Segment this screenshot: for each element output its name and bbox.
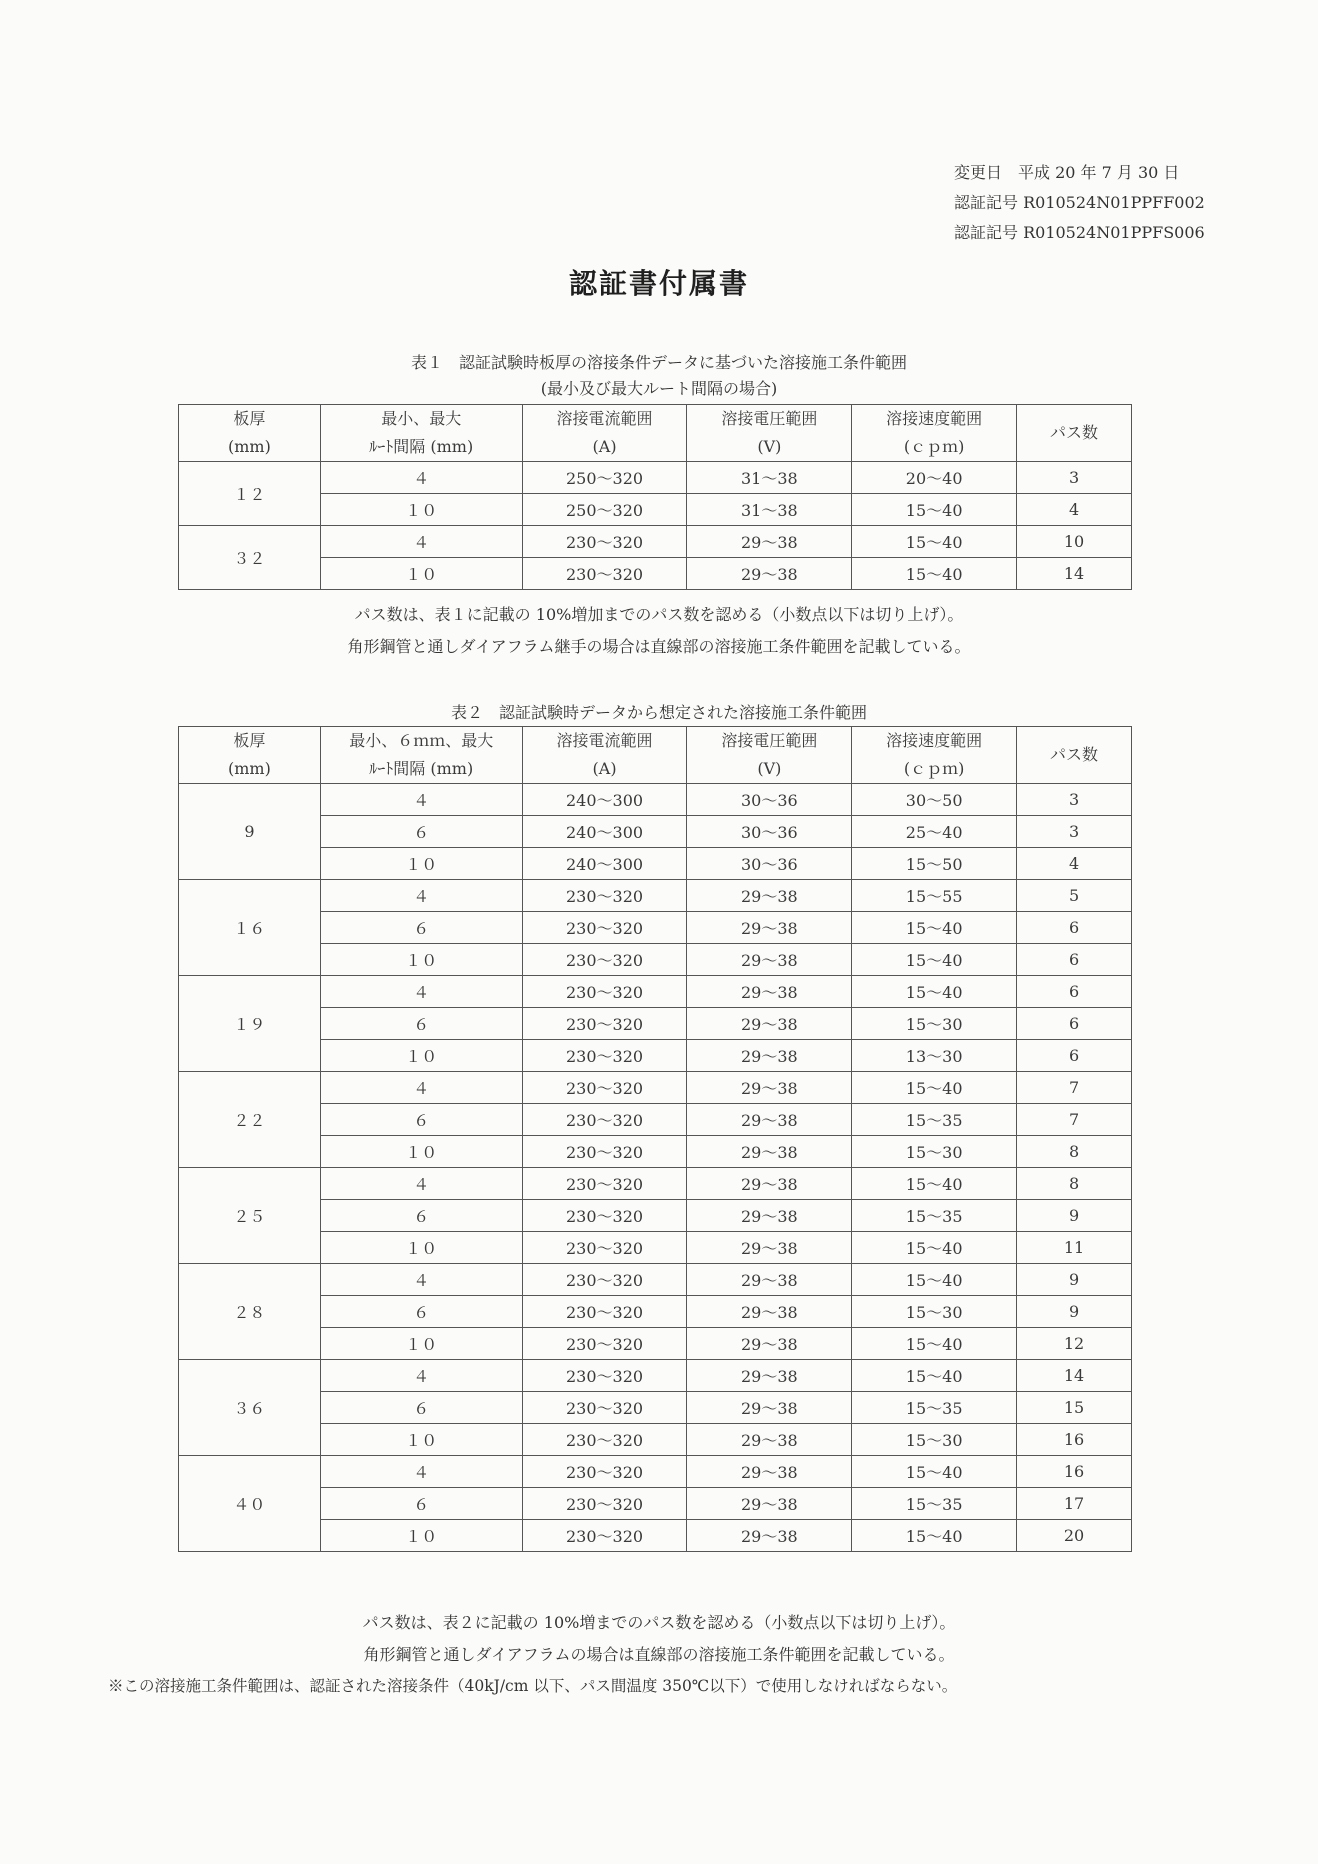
current-cell: 240～300 xyxy=(522,816,687,848)
current-cell: 230～320 xyxy=(522,1360,687,1392)
table-row xyxy=(179,1328,1132,1360)
speed-cell: 15～40 xyxy=(852,976,1017,1008)
table-row xyxy=(179,1520,1132,1552)
thickness-cell: ３６ xyxy=(179,1360,321,1456)
header-root-gap: 最小、６ｍｍ、最大 ﾙｰﾄ間隔 (mm) xyxy=(320,727,522,784)
speed-cell: 15～40 xyxy=(852,1264,1017,1296)
current-cell: 250～320 xyxy=(522,494,687,526)
voltage-cell: 30～36 xyxy=(687,848,852,880)
voltage-cell: 29～38 xyxy=(687,526,852,558)
speed-cell: 15～40 xyxy=(852,944,1017,976)
gap-cell: ６ xyxy=(320,1296,522,1328)
thickness-cell: ２８ xyxy=(179,1264,321,1360)
speed-cell: 13～30 xyxy=(852,1040,1017,1072)
gap-cell: １０ xyxy=(320,1232,522,1264)
gap-cell: ４ xyxy=(320,1456,522,1488)
speed-cell: 15～35 xyxy=(852,1200,1017,1232)
gap-cell: １０ xyxy=(320,1520,522,1552)
gap-cell: ４ xyxy=(320,462,522,494)
table-row xyxy=(179,880,1132,912)
voltage-cell: 29～38 xyxy=(687,1136,852,1168)
header-passes: パス数 xyxy=(1017,727,1132,784)
passes-cell: 6 xyxy=(1017,1040,1132,1072)
voltage-cell: 29～38 xyxy=(687,1456,852,1488)
table-row xyxy=(179,976,1132,1008)
current-cell: 230～320 xyxy=(522,1232,687,1264)
voltage-cell: 29～38 xyxy=(687,1392,852,1424)
gap-cell: ６ xyxy=(320,816,522,848)
passes-cell: 4 xyxy=(1017,494,1132,526)
table-row xyxy=(179,1296,1132,1328)
table2-note: パス数は、表２に記載の 10%増までのパス数を認める（小数点以下は切り上げ）。 xyxy=(362,1613,956,1632)
speed-cell: 15～35 xyxy=(852,1104,1017,1136)
voltage-cell: 29～38 xyxy=(687,1200,852,1232)
table-row xyxy=(179,1360,1132,1392)
current-cell: 230～320 xyxy=(522,1264,687,1296)
voltage-cell: 29～38 xyxy=(687,880,852,912)
gap-cell: ６ xyxy=(320,1488,522,1520)
passes-cell: 15 xyxy=(1017,1392,1132,1424)
speed-cell: 15～30 xyxy=(852,1008,1017,1040)
passes-cell: 11 xyxy=(1017,1232,1132,1264)
thickness-cell: 9 xyxy=(179,784,321,880)
current-cell: 230～320 xyxy=(522,1296,687,1328)
voltage-cell: 31～38 xyxy=(687,494,852,526)
table-row xyxy=(179,1456,1132,1488)
passes-cell: 7 xyxy=(1017,1072,1132,1104)
passes-cell: 6 xyxy=(1017,912,1132,944)
voltage-cell: 30～36 xyxy=(687,784,852,816)
table2-caption: 表２ 認証試験時データから想定された溶接施工条件範囲 xyxy=(450,703,867,722)
gap-cell: ６ xyxy=(320,1008,522,1040)
speed-cell: 30～50 xyxy=(852,784,1017,816)
table-row xyxy=(179,1008,1132,1040)
passes-cell: 14 xyxy=(1017,558,1132,590)
passes-cell: 17 xyxy=(1017,1488,1132,1520)
voltage-cell: 29～38 xyxy=(687,558,852,590)
passes-cell: 14 xyxy=(1017,1360,1132,1392)
current-cell: 230～320 xyxy=(522,1136,687,1168)
current-cell: 230～320 xyxy=(522,880,687,912)
table-row xyxy=(179,526,1132,558)
voltage-cell: 30～36 xyxy=(687,816,852,848)
speed-cell: 15～40 xyxy=(852,1360,1017,1392)
speed-cell: 15～40 xyxy=(852,1456,1017,1488)
table2-body xyxy=(179,784,1132,1552)
passes-cell: 3 xyxy=(1017,816,1132,848)
header-speed: 溶接速度範囲 (ｃｐｍ) xyxy=(852,727,1017,784)
thickness-cell: １６ xyxy=(179,880,321,976)
speed-cell: 15～30 xyxy=(852,1136,1017,1168)
speed-cell: 15～30 xyxy=(852,1296,1017,1328)
gap-cell: ４ xyxy=(320,526,522,558)
passes-cell: 6 xyxy=(1017,1008,1132,1040)
table1-body xyxy=(179,462,1132,590)
table-row xyxy=(179,816,1132,848)
table1-note: パス数は、表１に記載の 10%増加までのパス数を認める（小数点以下は切り上げ）。 xyxy=(354,605,964,624)
thickness-cell: ３２ xyxy=(179,526,321,590)
voltage-cell: 29～38 xyxy=(687,1072,852,1104)
current-cell: 230～320 xyxy=(522,1488,687,1520)
current-cell: 230～320 xyxy=(522,1424,687,1456)
voltage-cell: 29～38 xyxy=(687,1488,852,1520)
table-row xyxy=(179,1072,1132,1104)
thickness-cell: ４０ xyxy=(179,1456,321,1552)
table-row xyxy=(179,912,1132,944)
voltage-cell: 29～38 xyxy=(687,1328,852,1360)
gap-cell: １０ xyxy=(320,1040,522,1072)
speed-cell: 25～40 xyxy=(852,816,1017,848)
current-cell: 230～320 xyxy=(522,1040,687,1072)
gap-cell: １０ xyxy=(320,1136,522,1168)
table-row xyxy=(179,1040,1132,1072)
voltage-cell: 29～38 xyxy=(687,1232,852,1264)
passes-cell: 8 xyxy=(1017,1136,1132,1168)
voltage-cell: 29～38 xyxy=(687,976,852,1008)
voltage-cell: 29～38 xyxy=(687,1168,852,1200)
current-cell: 230～320 xyxy=(522,1200,687,1232)
passes-cell: 3 xyxy=(1017,784,1132,816)
table1-caption: 表１ 認証試験時板厚の溶接条件データに基づいた溶接施工条件範囲 xyxy=(410,353,907,372)
passes-cell: 20 xyxy=(1017,1520,1132,1552)
current-cell: 230～320 xyxy=(522,944,687,976)
speed-cell: 15～40 xyxy=(852,912,1017,944)
voltage-cell: 29～38 xyxy=(687,1040,852,1072)
gap-cell: ４ xyxy=(320,784,522,816)
gap-cell: ６ xyxy=(320,1392,522,1424)
voltage-cell: 29～38 xyxy=(687,912,852,944)
voltage-cell: 31～38 xyxy=(687,462,852,494)
header-speed: 溶接速度範囲 (ｃｐｍ) xyxy=(852,405,1017,462)
table-row xyxy=(179,1232,1132,1264)
voltage-cell: 29～38 xyxy=(687,1296,852,1328)
current-cell: 230～320 xyxy=(522,1104,687,1136)
current-cell: 250～320 xyxy=(522,462,687,494)
current-cell: 230～320 xyxy=(522,912,687,944)
gap-cell: １０ xyxy=(320,494,522,526)
table-row xyxy=(179,1488,1132,1520)
voltage-cell: 29～38 xyxy=(687,1008,852,1040)
passes-cell: 9 xyxy=(1017,1264,1132,1296)
thickness-cell: １２ xyxy=(179,462,321,526)
passes-cell: 5 xyxy=(1017,880,1132,912)
current-cell: 230～320 xyxy=(522,526,687,558)
table-row xyxy=(179,784,1132,816)
gap-cell: ４ xyxy=(320,1072,522,1104)
thickness-cell: ２２ xyxy=(179,1072,321,1168)
current-cell: 230～320 xyxy=(522,1168,687,1200)
header-thickness: 板厚 (mm) xyxy=(179,405,321,462)
table-row xyxy=(179,1136,1132,1168)
speed-cell: 15～30 xyxy=(852,1424,1017,1456)
thickness-cell: ２５ xyxy=(179,1168,321,1264)
header-current: 溶接電流範囲 (A) xyxy=(522,405,687,462)
speed-cell: 15～40 xyxy=(852,558,1017,590)
table-row xyxy=(179,1424,1132,1456)
table-row xyxy=(179,1392,1132,1424)
speed-cell: 15～35 xyxy=(852,1488,1017,1520)
speed-cell: 15～40 xyxy=(852,494,1017,526)
table-row xyxy=(179,944,1132,976)
gap-cell: ４ xyxy=(320,880,522,912)
gap-cell: ６ xyxy=(320,912,522,944)
gap-cell: １０ xyxy=(320,1328,522,1360)
usage-footnote: ※この溶接施工条件範囲は、認証された溶接条件（40kJ/cm 以下、パス間温度 350℃以下）で使用しなければならない。 xyxy=(108,1677,958,1695)
speed-cell: 15～50 xyxy=(852,848,1017,880)
speed-cell: 15～40 xyxy=(852,1168,1017,1200)
passes-cell: 4 xyxy=(1017,848,1132,880)
passes-cell: 3 xyxy=(1017,462,1132,494)
gap-cell: １０ xyxy=(320,558,522,590)
table2-note: 角形鋼管と通しダイアフラムの場合は直線部の溶接施工条件範囲を記載している。 xyxy=(363,1645,955,1664)
passes-cell: 9 xyxy=(1017,1200,1132,1232)
speed-cell: 15～40 xyxy=(852,1232,1017,1264)
gap-cell: ４ xyxy=(320,1168,522,1200)
speed-cell: 15～35 xyxy=(852,1392,1017,1424)
speed-cell: 15～40 xyxy=(852,526,1017,558)
gap-cell: ６ xyxy=(320,1200,522,1232)
gap-cell: １０ xyxy=(320,1424,522,1456)
voltage-cell: 29～38 xyxy=(687,1264,852,1296)
gap-cell: ４ xyxy=(320,1360,522,1392)
current-cell: 230～320 xyxy=(522,1072,687,1104)
voltage-cell: 29～38 xyxy=(687,1104,852,1136)
header-voltage: 溶接電圧範囲 (V) xyxy=(687,727,852,784)
current-cell: 240～300 xyxy=(522,848,687,880)
table-row xyxy=(179,462,1132,494)
passes-cell: 7 xyxy=(1017,1104,1132,1136)
speed-cell: 15～40 xyxy=(852,1328,1017,1360)
passes-cell: 16 xyxy=(1017,1456,1132,1488)
table-row xyxy=(179,1200,1132,1232)
table-row xyxy=(179,558,1132,590)
header-current: 溶接電流範囲 (A) xyxy=(522,727,687,784)
table-header-row xyxy=(179,405,1132,462)
current-cell: 230～320 xyxy=(522,976,687,1008)
header-passes: パス数 xyxy=(1017,405,1132,462)
voltage-cell: 29～38 xyxy=(687,1360,852,1392)
voltage-cell: 29～38 xyxy=(687,944,852,976)
current-cell: 230～320 xyxy=(522,1520,687,1552)
gap-cell: ４ xyxy=(320,1264,522,1296)
table-row xyxy=(179,1168,1132,1200)
table-row xyxy=(179,1104,1132,1136)
speed-cell: 20～40 xyxy=(852,462,1017,494)
table2 xyxy=(178,726,1132,1552)
speed-cell: 15～40 xyxy=(852,1520,1017,1552)
header-root-gap: 最小、最大 ﾙｰﾄ間隔 (mm) xyxy=(320,405,522,462)
current-cell: 240～300 xyxy=(522,784,687,816)
gap-cell: １０ xyxy=(320,944,522,976)
header-thickness: 板厚 (mm) xyxy=(179,727,321,784)
current-cell: 230～320 xyxy=(522,1392,687,1424)
table-header-row xyxy=(179,727,1132,784)
current-cell: 230～320 xyxy=(522,1456,687,1488)
passes-cell: 12 xyxy=(1017,1328,1132,1360)
document-title: 認証書付属書 xyxy=(568,267,749,300)
passes-cell: 10 xyxy=(1017,526,1132,558)
voltage-cell: 29～38 xyxy=(687,1520,852,1552)
table1-subcaption: (最小及び最大ルート間隔の場合) xyxy=(540,379,778,398)
table-row xyxy=(179,1264,1132,1296)
current-cell: 230～320 xyxy=(522,1328,687,1360)
document-meta xyxy=(866,158,1206,248)
table1 xyxy=(178,404,1132,590)
header-voltage: 溶接電圧範囲 (V) xyxy=(687,405,852,462)
speed-cell: 15～40 xyxy=(852,1072,1017,1104)
certification-number: 認証記号 R010524N01PPFF002 xyxy=(954,193,1205,212)
gap-cell: ６ xyxy=(320,1104,522,1136)
passes-cell: 8 xyxy=(1017,1168,1132,1200)
change-date: 変更日 平成 20 年 7 月 30 日 xyxy=(954,163,1180,182)
table-row xyxy=(179,848,1132,880)
certification-number: 認証記号 R010524N01PPFS006 xyxy=(954,223,1205,242)
passes-cell: 9 xyxy=(1017,1296,1132,1328)
table-row xyxy=(179,494,1132,526)
thickness-cell: １９ xyxy=(179,976,321,1072)
current-cell: 230～320 xyxy=(522,558,687,590)
speed-cell: 15～55 xyxy=(852,880,1017,912)
gap-cell: ４ xyxy=(320,976,522,1008)
current-cell: 230～320 xyxy=(522,1008,687,1040)
gap-cell: １０ xyxy=(320,848,522,880)
table1-note: 角形鋼管と通しダイアフラム継手の場合は直線部の溶接施工条件範囲を記載している。 xyxy=(347,637,971,656)
voltage-cell: 29～38 xyxy=(687,1424,852,1456)
passes-cell: 16 xyxy=(1017,1424,1132,1456)
passes-cell: 6 xyxy=(1017,976,1132,1008)
passes-cell: 6 xyxy=(1017,944,1132,976)
